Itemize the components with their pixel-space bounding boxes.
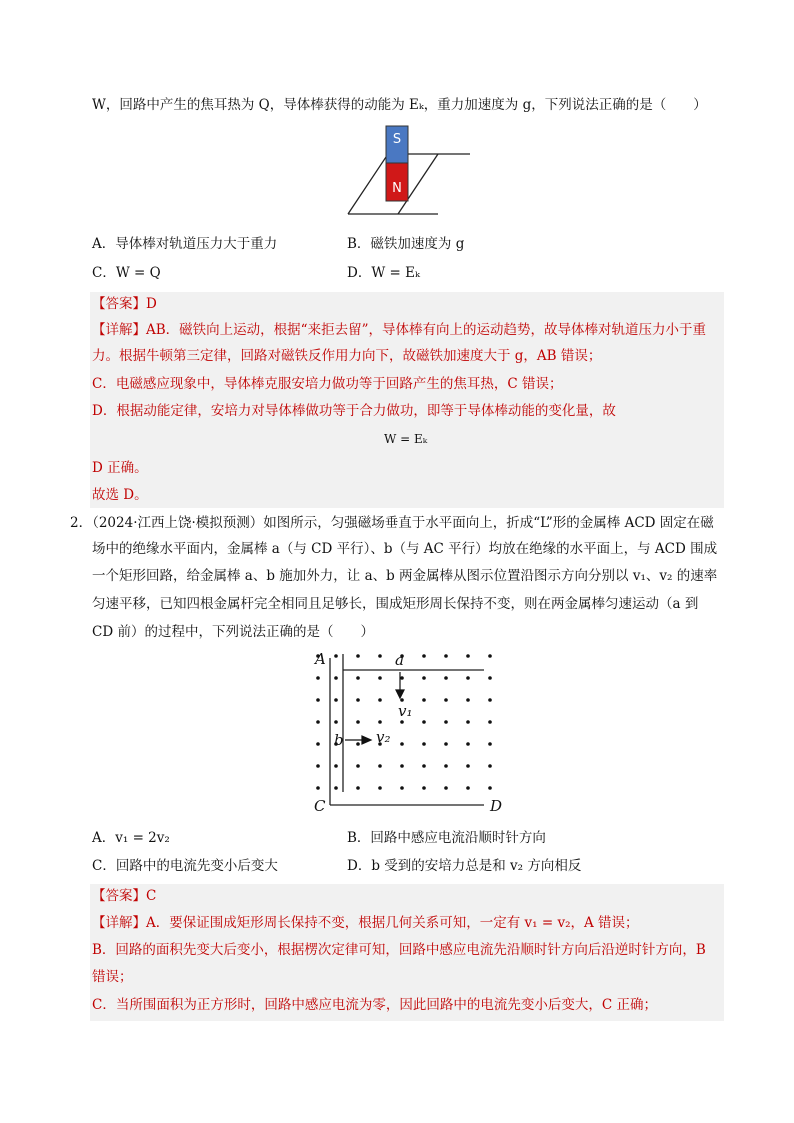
field-dot — [422, 764, 426, 768]
field-dot — [356, 676, 360, 680]
field-dot — [422, 676, 426, 680]
field-dot — [422, 742, 426, 746]
field-dot — [466, 786, 470, 790]
field-dot — [334, 698, 338, 702]
label-b: b — [334, 731, 344, 749]
field-dot — [356, 786, 360, 790]
q1-intro: W，回路中产生的焦耳热为 Q，导体棒获得的动能为 Eₖ，重力加速度为 g，下列说法正确的是（ ） — [92, 97, 707, 113]
q1-answer-value: D — [146, 296, 157, 312]
q2-detail-line-4: C．当所围面积为正方形时，回路中感应电流为零，因此回路中的电流先变小后变大，C 正确； — [92, 997, 657, 1013]
field-dot — [356, 698, 360, 702]
field-dot — [334, 676, 338, 680]
metal-rods — [330, 654, 484, 805]
field-dot — [378, 720, 382, 724]
field-dot — [378, 764, 382, 768]
field-dot — [466, 742, 470, 746]
q2-answer — [92, 887, 156, 905]
field-dot — [316, 786, 320, 790]
field-dot — [488, 698, 492, 702]
field-dot — [488, 786, 492, 790]
q1-detail-text-1: AB．磁铁向上运动，根据“来拒去留”，导体棒有向上的运动趋势，故导体棒对轨道压力小于重 — [146, 322, 706, 338]
label-v1: v₁ — [398, 702, 413, 720]
label-C: C — [314, 797, 326, 815]
q2-detail-text-1: A．要保证围成矩形周长保持不变，根据几何关系可知，一定有 v₁ = v₂，A 错误； — [146, 915, 639, 931]
field-dot — [334, 786, 338, 790]
velocity-arrows — [345, 672, 404, 744]
q2-answer-value: C — [146, 888, 157, 904]
field-dot — [488, 654, 492, 658]
field-dot — [316, 720, 320, 724]
magnet-n-label: N — [392, 181, 402, 196]
field-dot — [466, 698, 470, 702]
q2-stem-2: 场中的绝缘水平面内，金属棒 a（与 CD 平行）、b（与 AC 平行）均放在绝缘的水平面上，与 ACD 围成 — [92, 541, 718, 557]
field-dot — [422, 654, 426, 658]
q1-detail-line-2: 力。根据牛顿第三定律，回路对磁铁反作用力向下，故磁铁加速度大于 g，AB 错误； — [92, 348, 602, 364]
field-dot — [400, 764, 404, 768]
q1-option-a: A．导体棒对轨道压力大于重力 — [92, 236, 278, 252]
field-dot — [378, 786, 382, 790]
field-dot — [356, 654, 360, 658]
q2-stem-3: 一个矩形回路，给金属棒 a、b 施加外力，让 a、b 两金属棒从图示位置沿图示方向分别以 v₁、v₂ 的速率 — [92, 568, 718, 584]
field-dot — [488, 676, 492, 680]
label-v2: v₂ — [376, 728, 391, 746]
field-dot — [378, 654, 382, 658]
field-dot — [400, 720, 404, 724]
field-dot — [316, 676, 320, 680]
field-dot — [488, 742, 492, 746]
q1-conclusion: 故选 D。 — [92, 487, 148, 503]
q1-detail-line-3: C．电磁感应现象中，导体棒克服安培力做功等于回路产生的焦耳热，C 错误； — [92, 376, 563, 392]
q2-option-c: C．回路中的电流先变小后变大 — [92, 858, 278, 874]
field-dot — [466, 676, 470, 680]
field-dot — [422, 698, 426, 702]
q1-after-formula: D 正确。 — [92, 460, 148, 476]
field-dot — [378, 676, 382, 680]
field-dot — [466, 720, 470, 724]
field-dot — [316, 742, 320, 746]
field-dot — [356, 720, 360, 724]
label-a: a — [395, 651, 404, 669]
q2-option-b: B．回路中感应电流沿顺时针方向 — [347, 830, 546, 846]
field-dot — [378, 698, 382, 702]
q2-answer-label: 【答案】 — [92, 888, 146, 904]
arrow-v1-head — [396, 690, 404, 698]
field-dot — [488, 764, 492, 768]
magnet-s-label: S — [392, 132, 402, 147]
q1-option-c: C．W = Q — [92, 265, 161, 281]
q2-detail-line-3: 错误； — [92, 969, 133, 985]
field-dot — [400, 742, 404, 746]
q1-option-b: B．磁铁加速度为 g — [347, 236, 465, 252]
field-dot — [466, 764, 470, 768]
q2-stem-4: 匀速平移，已知四根金属杆完全相同且足够长，围成矩形周长保持不变，则在两金属棒匀速运动（a 到 — [92, 596, 699, 612]
field-dot — [316, 764, 320, 768]
q1-detail-line-4: D．根据动能定律，安培力对导体棒做功等于合力做功，即等于导体棒动能的变化量，故 — [92, 403, 616, 419]
q1-formula: W = Eₖ — [384, 432, 428, 446]
field-dot — [422, 786, 426, 790]
field-dot — [444, 742, 448, 746]
field-dot — [356, 764, 360, 768]
label-A: A — [315, 650, 326, 668]
field-dot — [444, 698, 448, 702]
label-D: D — [490, 797, 503, 815]
field-dot — [400, 786, 404, 790]
field-dot — [422, 720, 426, 724]
q2-option-a: A．v₁ = 2v₂ — [92, 830, 170, 846]
q2-detail-line-2: B．回路的面积先变大后变小，根据楞次定律可知，回路中感应电流先沿顺时针方向后沿逆时针方向，B — [92, 942, 706, 958]
q2-option-d: D．b 受到的安培力总是和 v₂ 方向相反 — [347, 858, 582, 874]
q2-detail-label: 【详解】 — [92, 915, 146, 931]
q2-stem-1: 2．（2024·江西上饶·模拟预测）如图所示，匀强磁场垂直于水平面向上，折成“L”形的金属棒 ACD 固定在磁 — [70, 515, 714, 531]
q1-option-d: D．W = Eₖ — [347, 265, 420, 281]
field-dot — [356, 742, 360, 746]
q1-detail-label: 【详解】 — [92, 322, 146, 338]
arrow-v2-head — [362, 736, 371, 744]
field-dot — [444, 676, 448, 680]
field-dot — [334, 764, 338, 768]
field-dot — [488, 720, 492, 724]
field-dot — [444, 764, 448, 768]
q2-stem-5: CD 前）的过程中，下列说法正确的是（ ） — [92, 624, 374, 640]
q2-detail-line-1 — [92, 914, 639, 932]
q1-answer-label: 【答案】 — [92, 296, 146, 312]
field-dot — [316, 698, 320, 702]
field-dot — [400, 676, 404, 680]
field-dot — [444, 786, 448, 790]
field-dot — [334, 654, 338, 658]
field-dot — [444, 720, 448, 724]
field-dot — [466, 654, 470, 658]
field-dot — [334, 720, 338, 724]
field-dot — [444, 654, 448, 658]
